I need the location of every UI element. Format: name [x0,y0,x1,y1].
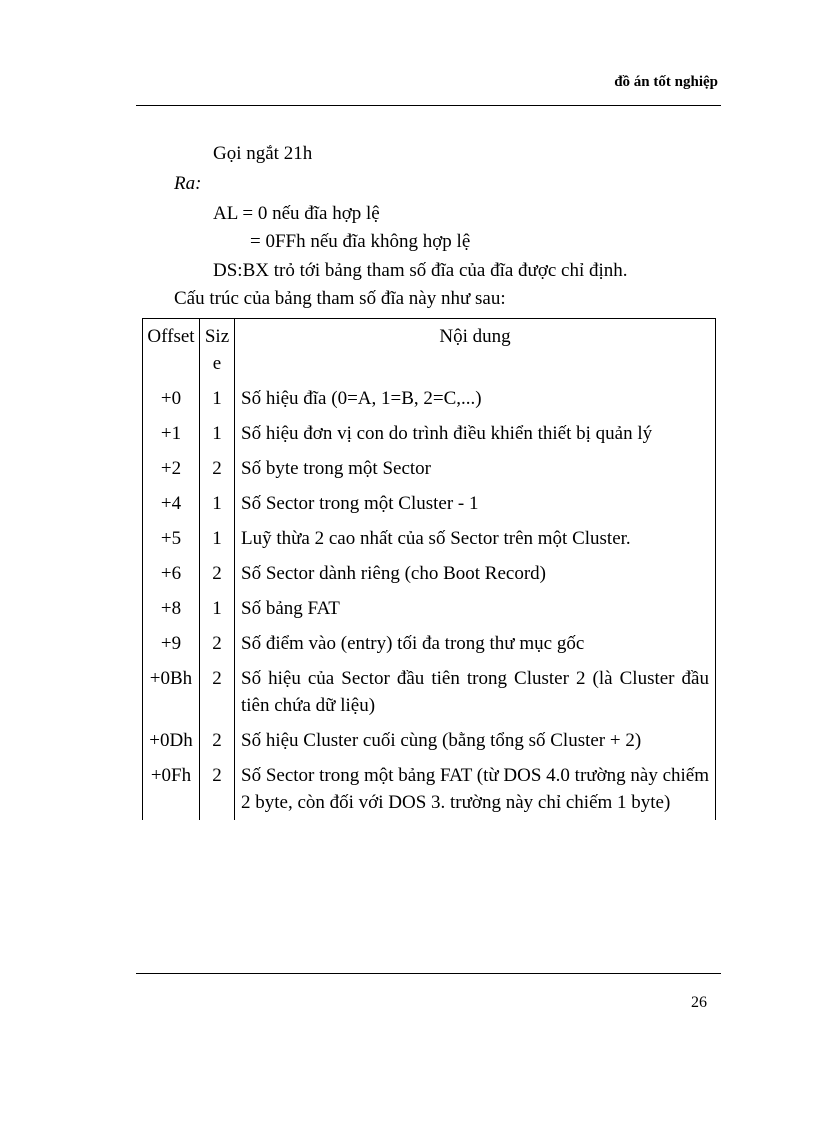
header-rule [136,105,721,106]
table-row [143,758,716,820]
page-number: 26 [691,994,707,1011]
cell-size: 2 [200,661,235,723]
cell-size: 1 [200,416,235,451]
cell-offset: +8 [143,591,200,626]
cell-content: Số hiệu đĩa (0=A, 1=B, 2=C,...) [235,381,716,416]
cell-content: Số byte trong một Sector [235,451,716,486]
cell-size: 1 [200,591,235,626]
cell-offset: +6 [143,556,200,591]
table-row [143,626,716,661]
disk-parameter-table [142,318,716,820]
cell-content: Số hiệu đơn vị con do trình điều khiển thiết bị quản lý [235,416,716,451]
cell-size: 1 [200,486,235,521]
cell-content: Số Sector trong một Cluster - 1 [235,486,716,521]
cell-size: 2 [200,556,235,591]
cell-size: 1 [200,521,235,556]
al-valid-line: AL = 0 nếu đĩa hợp lệ [213,203,380,224]
cell-content: Số điểm vào (entry) tối đa trong thư mục gốc [235,626,716,661]
table-header-row [143,319,716,382]
output-label: Ra: [174,173,202,194]
cell-offset: +0Dh [143,723,200,758]
cell-offset: +0Bh [143,661,200,723]
cell-size: 2 [200,451,235,486]
al-invalid-line: = 0FFh nếu đĩa không hợp lệ [250,231,471,252]
cell-offset: +9 [143,626,200,661]
table-intro: Cấu trúc của bảng tham số đĩa này như sau: [174,288,506,309]
cell-content: Số Sector trong một bảng FAT (từ DOS 4.0 trường này chiếm 2 byte, còn đối với DOS 3. trường này chỉ chiếm 1 byte) [235,758,716,820]
header-size: Size [200,319,235,382]
cell-size: 1 [200,381,235,416]
table-row [143,591,716,626]
header-offset: Offset [143,319,200,382]
cell-offset: +2 [143,451,200,486]
cell-size: 2 [200,723,235,758]
cell-offset: +0Fh [143,758,200,820]
cell-content: Số hiệu Cluster cuối cùng (bằng tổng số Cluster + 2) [235,723,716,758]
header-content: Nội dung [235,319,716,382]
cell-offset: +0 [143,381,200,416]
cell-content: Số Sector dành riêng (cho Boot Record) [235,556,716,591]
table-row [143,451,716,486]
table-row [143,556,716,591]
cell-offset: +5 [143,521,200,556]
call-line: Gọi ngắt 21h [213,143,313,164]
table-row [143,416,716,451]
dsbx-line: DS:BX trỏ tới bảng tham số đĩa của đĩa được chỉ định. [213,260,628,281]
table-row [143,381,716,416]
cell-size: 2 [200,758,235,820]
running-header: đồ án tốt nghiệp [614,74,718,90]
cell-content: Số bảng FAT [235,591,716,626]
table-row [143,486,716,521]
cell-content: Số hiệu của Sector đầu tiên trong Cluster 2 (là Cluster đầu tiên chứa dữ liệu) [235,661,716,723]
footer-rule [136,973,721,974]
table-row [143,723,716,758]
cell-offset: +1 [143,416,200,451]
cell-size: 2 [200,626,235,661]
cell-content: Luỹ thừa 2 cao nhất của số Sector trên một Cluster. [235,521,716,556]
table-row [143,521,716,556]
cell-offset: +4 [143,486,200,521]
table-row [143,661,716,723]
